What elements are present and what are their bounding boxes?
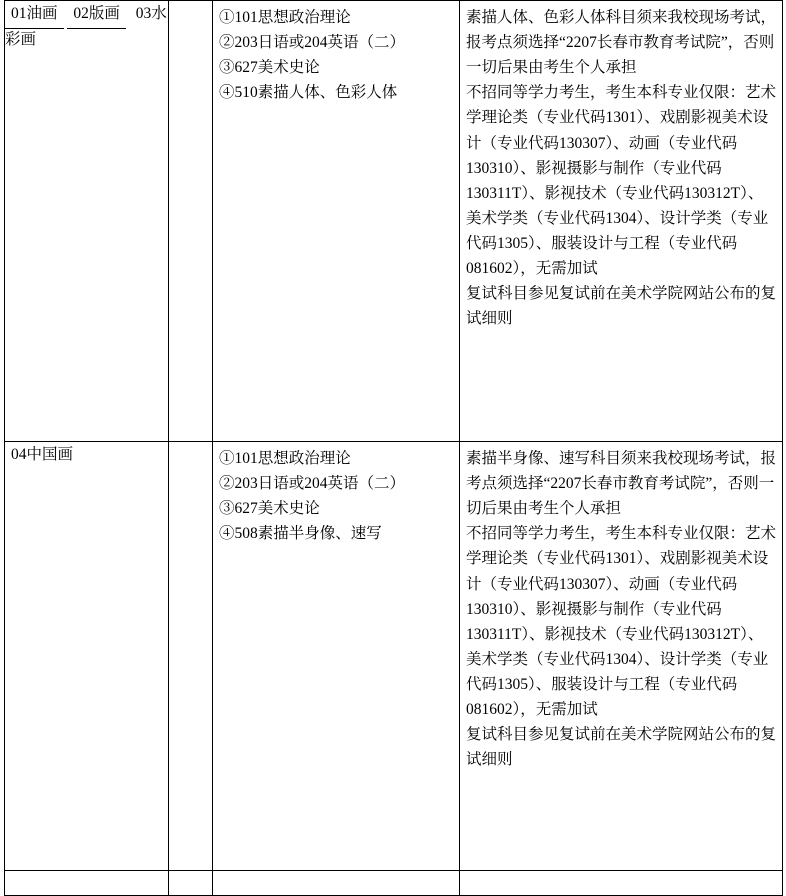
quota-cell [169, 442, 213, 871]
remark-paragraph: 素描半身像、速写科目须来我校现场考试，报考点须选择“2207长春市教育考试院”，否则一切后果由考生个人承担 [466, 450, 777, 518]
subject-item: ①101思想政治理论 [219, 450, 351, 467]
research-directions-cell [5, 1, 169, 442]
direction-item: 04中国画 [11, 446, 74, 463]
exam-subjects-cell [213, 442, 460, 871]
subject-item: ①101思想政治理论 [219, 9, 351, 26]
subject-item: ②203日语或204英语（二） [219, 34, 406, 52]
remark-paragraph: 复试科目参见复试前在美术学院网站公布的复试细则 [466, 285, 777, 328]
direction-item: 01油画 [5, 1, 64, 29]
remark-paragraph: 不招同等学力考生，考生本科专业仅限：艺术学理论类（专业代码1301）、戏剧影视美术设计（专业代码130307）、动画（专业代码130310）、影视摄影与制作（专业代码130311T）、影视技术（专业代码130312T）、美术学类（专业代码1304）、设计学类（专业代码1305）、服装设计与工程（专业代码081602），无需加试 [466, 84, 777, 278]
subject-item: ③627美术史论 [219, 500, 320, 518]
remark-paragraph: 素描人体、色彩人体科目须来我校现场考试，报考点须选择“2207长春市教育考试院”，否则一切后果由考生个人承担 [466, 9, 777, 77]
quota-cell [169, 1, 213, 442]
table-row [5, 1, 783, 442]
subject-item: ②203日语或204英语（二） [219, 475, 406, 493]
remarks-cell [460, 1, 783, 442]
direction-list [5, 1, 168, 53]
subject-item: ④510素描人体、色彩人体 [219, 84, 398, 102]
subject-item: ④508素描半身像、速写 [219, 525, 382, 543]
table-row [5, 442, 783, 871]
subject-item: ③627美术史论 [219, 59, 320, 77]
remarks-cell [460, 442, 783, 871]
admissions-table [4, 0, 783, 896]
direction-item: 03水彩画 [5, 5, 167, 48]
direction-list [5, 442, 168, 468]
exam-subjects-cell [213, 1, 460, 442]
research-directions-cell [5, 442, 169, 871]
direction-item: 02版画 [67, 1, 126, 29]
remark-paragraph: 复试科目参见复试前在美术学院网站公布的复试细则 [466, 726, 777, 769]
remark-paragraph: 不招同等学力考生，考生本科专业仅限：艺术学理论类（专业代码1301）、戏剧影视美术设计（专业代码130307）、动画（专业代码130310）、影视摄影与制作（专业代码130311T）、影视技术（专业代码130312T）、美术学类（专业代码1304）、设计学类（专业代码1305）、服装设计与工程（专业代码081602），无需加试 [466, 525, 777, 719]
